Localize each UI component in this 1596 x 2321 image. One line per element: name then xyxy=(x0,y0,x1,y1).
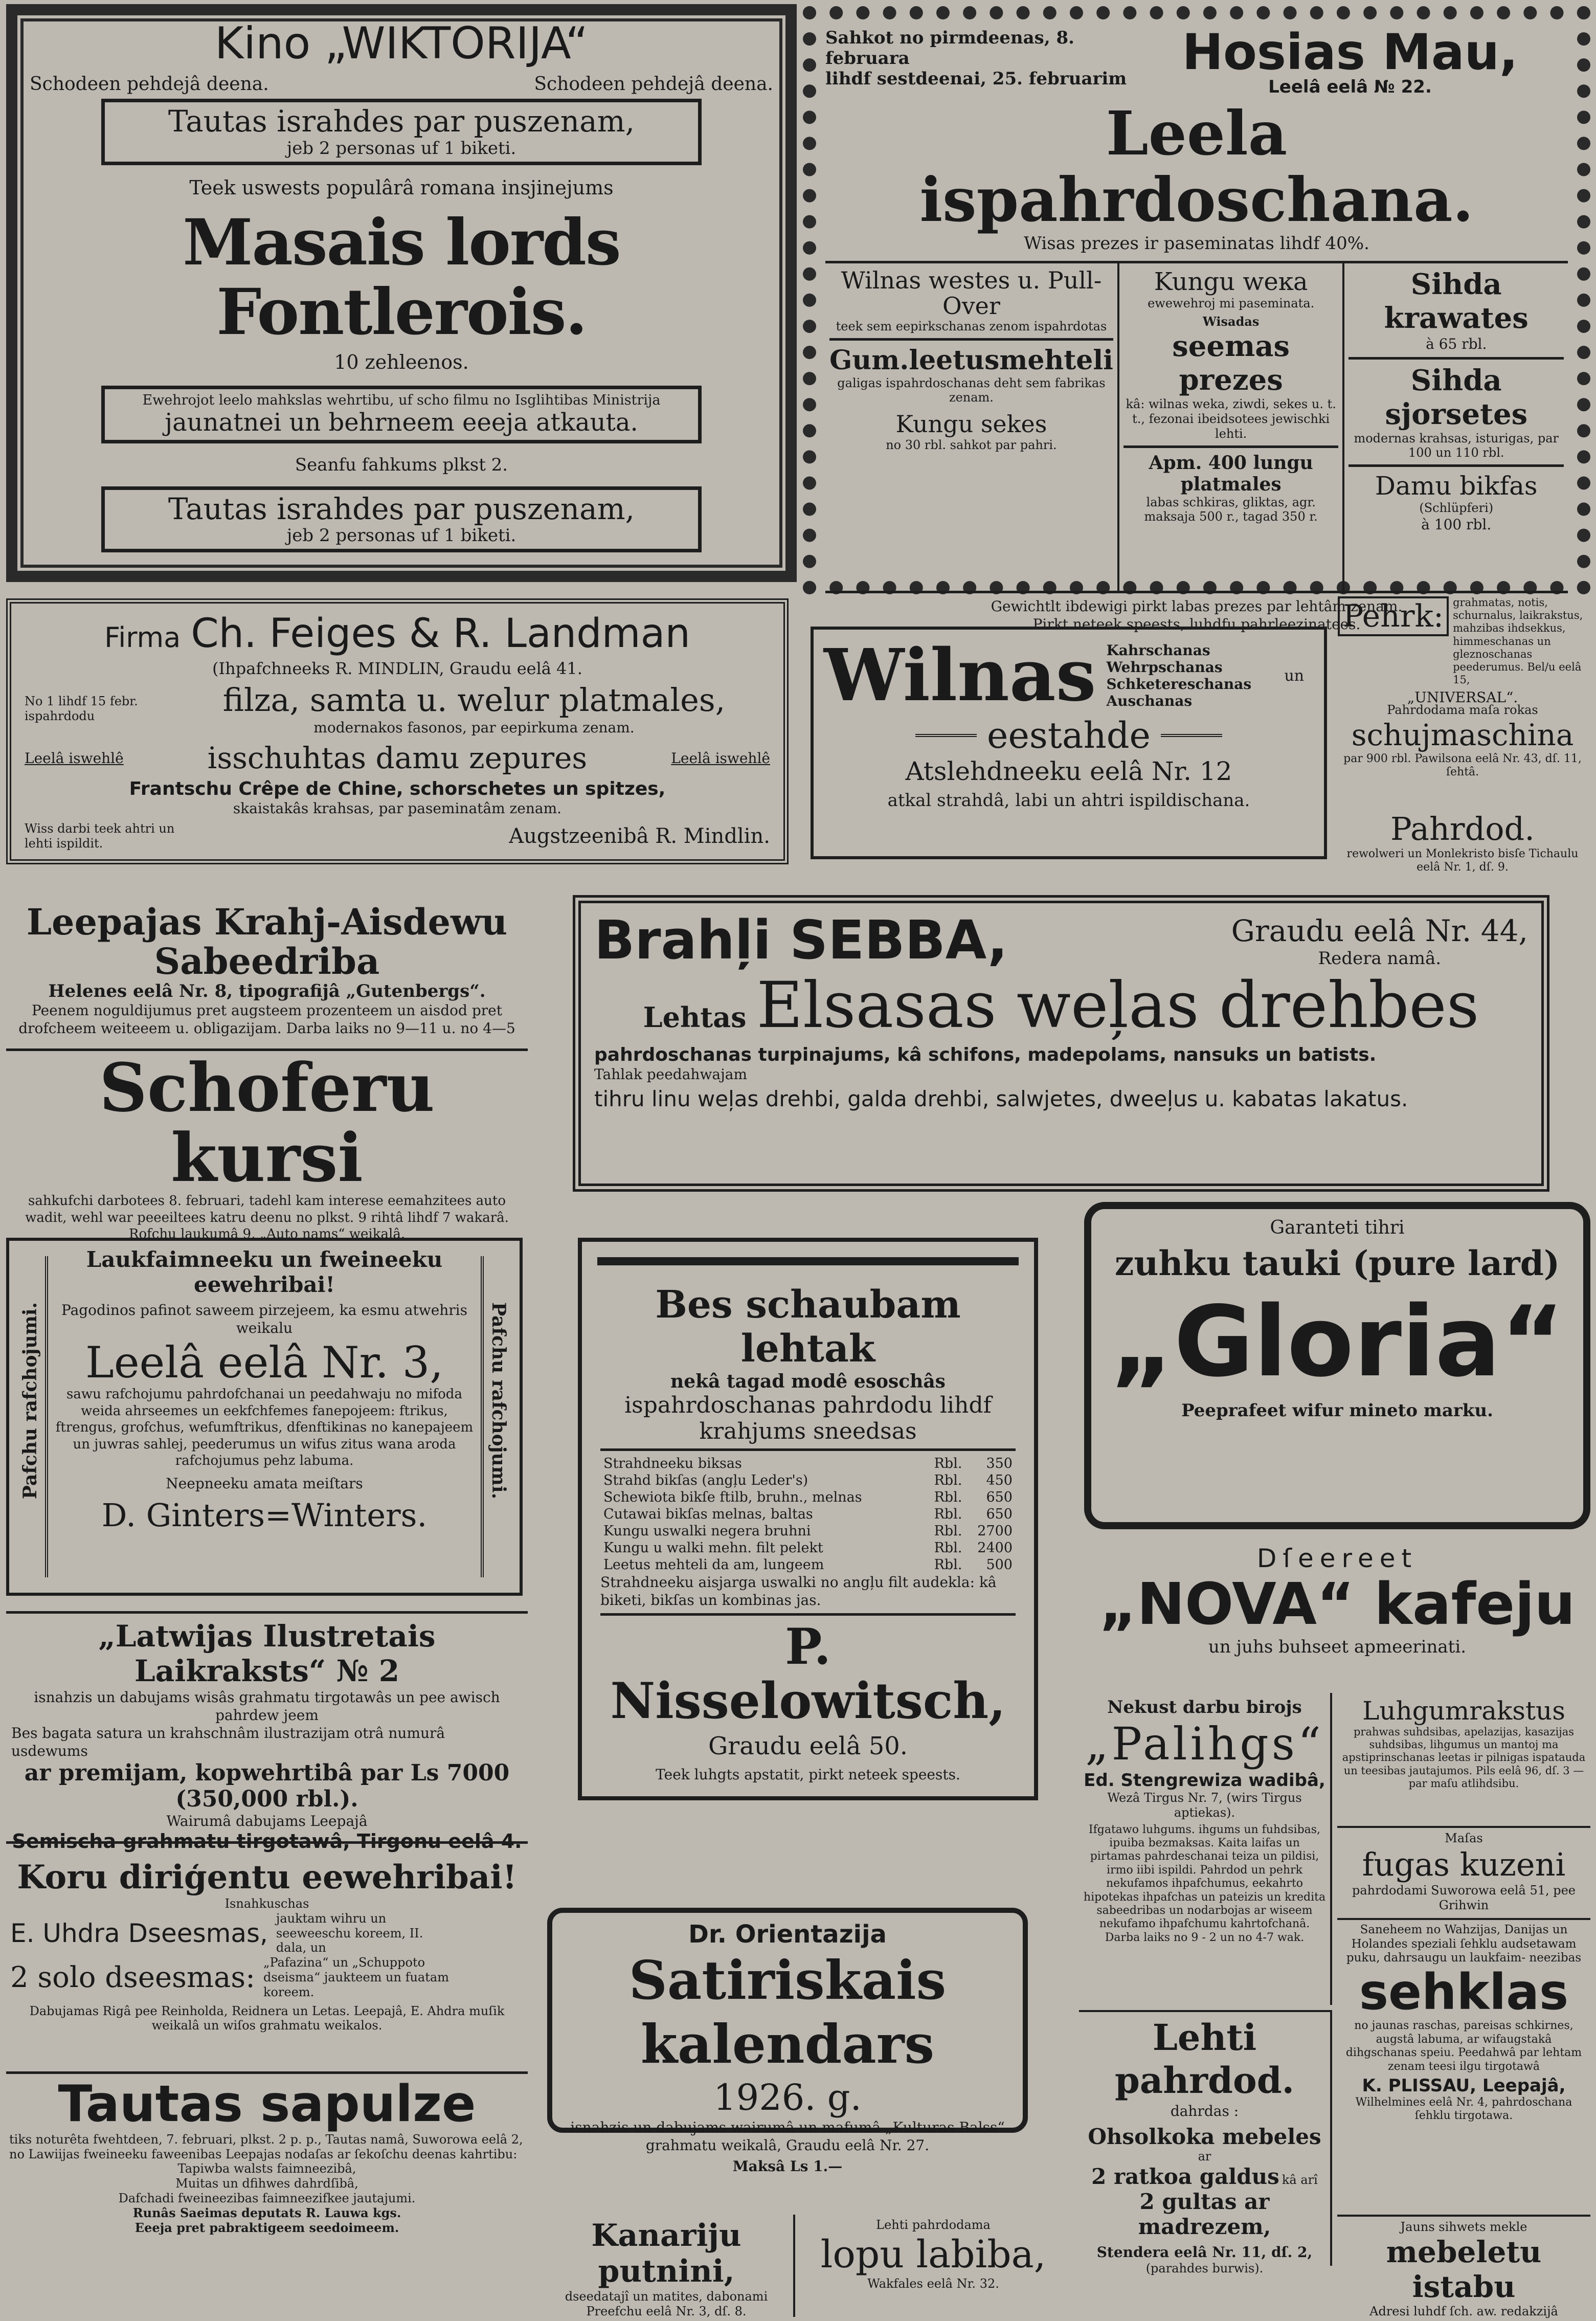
ad-schoferu-kursi xyxy=(6,1048,528,1242)
item-price: 350 xyxy=(986,1456,1013,1471)
sew-machine: schujmaschina xyxy=(1351,717,1574,752)
sebba-address: Graudu eelâ Nr. 44, xyxy=(1231,913,1528,948)
ad-universal xyxy=(1335,593,1590,706)
lehti-title: Lehti pahrdod. xyxy=(1114,2016,1295,2102)
lehti-address: Stendera eelâ Nr. 11, dſ. 2, xyxy=(1096,2243,1313,2261)
item-currency: Rbl. xyxy=(934,1523,962,1539)
orientazija-year: 1926. g. xyxy=(713,2076,862,2118)
wilnas-services: Kahrschanas Wehrpschanas Schketereschanas Auschanas xyxy=(1106,642,1252,709)
wiktorija-right-note: Schodeen pehdejâ deena. xyxy=(534,74,773,95)
mebeletu-title: mebeletu istabu xyxy=(1386,2234,1542,2304)
gloria-product: zuhku tauki (pure lard) xyxy=(1114,1243,1560,1283)
hosias-c3-g: à 100 rbl. xyxy=(1421,516,1492,533)
sew-top: Pahrdodama maſa rokas xyxy=(1387,703,1538,717)
ad-lopu-labiba xyxy=(800,2215,1066,2317)
leepajas-title: Leepajas Krahj-Aisdewu Sabeedriba xyxy=(26,901,508,983)
ad-luhgumrakstus xyxy=(1337,1693,1590,1821)
schaubam-sale: ispahrdoschanas pahrdodu lihdf krahjums sneedsas xyxy=(624,1392,992,1444)
sebba-line2: Tahlak peedahwajam xyxy=(594,1066,748,1083)
sapulze-entry: Eeeja pret pabraktigeem seedoimeem. xyxy=(134,2220,399,2235)
ginters-address: Leelâ eelâ Nr. 3, xyxy=(85,1337,443,1388)
laikraksts-line1: isnahzis un dabujams wisâs grahmatu tirgotawâs un pee awisch pahrdew jeem xyxy=(34,1689,500,1724)
sapulze-i2: Muitas un dfihwes dahrdſibâ, xyxy=(175,2176,358,2191)
item-currency: Rbl. xyxy=(934,1540,962,1556)
ad-pahrdod-revolver xyxy=(1335,808,1590,875)
schaubam-note: Teek luhgts apstatit, pirkt neteek speests. xyxy=(656,1766,960,1783)
gloria-guarantee: Garanteti tihri xyxy=(1270,1217,1405,1238)
sebba-headline: Elsasas weļas drehbes xyxy=(756,969,1479,1042)
ad-fugas-kuzeni xyxy=(1337,1826,1590,1913)
feiges-order: Wiss darbi teek ahtri un lehti ispildit. xyxy=(25,821,175,851)
hosias-date-line2: lihdf sestdeenai, 25. februarim xyxy=(825,69,1127,89)
ad-sehklas xyxy=(1337,1918,1590,2204)
item-name: Leetus mehteli da am, lungeem xyxy=(603,1557,824,1573)
item-currency: Rbl. xyxy=(934,1472,962,1488)
sew-price: par 900 rbl. Pawilsona eelâ Nr. 43, dſ. 11, ſehtâ. xyxy=(1343,752,1582,779)
hosias-headline: Leela ispahrdoschana. xyxy=(919,98,1474,235)
orientazija-author: Dr. Orientazija xyxy=(688,1920,887,1949)
ad-laikraksts xyxy=(6,1611,528,1853)
nova-sub: un juhs buhseet apmeerinati. xyxy=(1208,1637,1467,1658)
nova-top: Dſeereet xyxy=(1256,1544,1418,1573)
price-row xyxy=(600,1523,1016,1539)
sebba-lehtas: Lehtas xyxy=(643,1001,747,1034)
sapulze-speaker: Runâs Saeimas deputats R. Lauwa kgs. xyxy=(132,2205,401,2220)
item-price: 450 xyxy=(986,1472,1013,1488)
sapulze-title: Tautas sapulze xyxy=(58,2075,476,2133)
ad-tautas-sapulze xyxy=(6,2071,528,2317)
hosias-c1-a: Wilnas westes u. Pull-Over xyxy=(841,266,1102,320)
laikraksts-prize: ar premijam, kopwehrtibâ par Ls 7000 (350,000 rbl.). xyxy=(24,1760,510,1812)
hosias-address: Leelâ eelâ № 22. xyxy=(1268,77,1432,97)
feiges-hats: isschuhtas damu zepures xyxy=(207,741,588,775)
hosias-c1-d: galigas ispahrdoschanas deht sem fabrikas zenam. xyxy=(837,375,1106,405)
item-name: Strahd bikſas (angļu Leder's) xyxy=(603,1472,808,1488)
feiges-fabric-sub: skaistakâs krahsas, par paseminatâm zenam. xyxy=(233,800,562,817)
vehrt-text: grahmatas, notis, schurnalus, laikrakstus, mahzibas ihdsekkus, himmeschanas un gleznoschanas peederumus. Bel/u eelâ 15, xyxy=(1453,596,1583,686)
sehklas-title: sehklas xyxy=(1359,1963,1569,2021)
item-price: 2700 xyxy=(977,1523,1013,1539)
hosias-c2-f: Apm. 400 lungu platmales xyxy=(1149,452,1313,495)
feiges-fabric: Frantschu Crêpe de Chine, schorschetes un spitzes, xyxy=(129,778,666,799)
vehrt-label: Pehrk: xyxy=(1338,596,1449,636)
lehti-item2: 2 ratkoa galdus xyxy=(1091,2163,1279,2189)
kanariju-title: Kanariju putnini, xyxy=(591,2218,741,2289)
schoferu-title: Schoferu kursi xyxy=(99,1048,435,1197)
hosias-c3-f: (Schlüpferi) xyxy=(1419,501,1494,516)
wiktorija-box-bottom xyxy=(101,486,702,553)
feiges-product: filza, samta u. welur platmales, xyxy=(222,681,726,719)
ginters-side-left: Pafchu rafchojumi. xyxy=(19,1302,41,1500)
lehti-sub: dahrdas : xyxy=(1170,2103,1239,2119)
ad-kino-wiktorija xyxy=(6,4,797,582)
hosias-c2-b: ewewehroj mi paseminata. xyxy=(1148,296,1315,310)
labiba-top: Lehti pahrdodama xyxy=(876,2218,991,2232)
ginters-intro: Pagodinos pafinot saweem pirzejeem, ka esmu atwehris weikalu xyxy=(61,1302,468,1336)
feiges-choice-right: Leelâ iswehlê xyxy=(671,749,770,767)
wiktorija-box2-line2: jeb 2 personas uf 1 biketi. xyxy=(286,525,516,546)
schaubam-address: Graudu eelâ 50. xyxy=(708,1732,908,1761)
hosias-foot1: Gewichtlt ibdewigi pirkt labas prezes par lehtâm zenam. xyxy=(991,597,1403,615)
item-price: 650 xyxy=(986,1506,1013,1522)
sebba-line3: tihru linu weļas drehbi, galda drehbi, salwjetes, dweeļus u. kabatas lakatus. xyxy=(594,1086,1408,1111)
pahrdod-text: rewolweri un Monlekristo bisſe Tichaulu eelâ Nr. 1, dſ. 9. xyxy=(1346,847,1579,874)
hosias-c3-d: modernas krahsas, isturigas, par 100 un 110 rbl. xyxy=(1354,431,1559,460)
sapulze-i3: Dafchadi fweineezibas faimneezifkee jautajumi. xyxy=(118,2191,416,2205)
palihgs-owner: Ed. Stengrewiza wadibâ, xyxy=(1084,1770,1325,1791)
wilnas-un: un xyxy=(1284,666,1305,685)
item-name: Strahdneeku biksas xyxy=(603,1456,742,1471)
ad-feiges-landman xyxy=(6,598,789,864)
sapulze-i1: Tapiwba walsts faimneezibâ, xyxy=(177,2161,356,2176)
wilnas-title: Wilnas xyxy=(824,634,1096,718)
palihgs-address: Wezâ Tirgus Nr. 7, (wirs Tirgus aptiekas). xyxy=(1107,1791,1302,1820)
ad-mebeletu-istabu xyxy=(1337,2215,1590,2317)
item-name: Kungu uswalki negera bruhni xyxy=(603,1523,811,1539)
ad-leepajas-bank xyxy=(6,900,528,1043)
hosias-date-line1: Sahkot no pirmdeenas, 8. februara xyxy=(825,28,1074,69)
lubgum-title: Luhgumrakstus xyxy=(1362,1696,1565,1726)
schaubam-tail: Strahdneeku aisjarga uswalki no angļu filt audekla: kâ biketi, bikſas un kombinas jas. xyxy=(600,1574,997,1609)
wiktorija-notice-box xyxy=(101,386,702,443)
ad-sewing-machine xyxy=(1335,701,1590,803)
lehti-item3: 2 gultas ar madrezem, xyxy=(1138,2189,1271,2239)
ad-gloria xyxy=(1084,1202,1590,1529)
ginters-side-right: Pafchu rafchojumi. xyxy=(488,1302,509,1500)
feiges-choice-left: Leelâ iswehlê xyxy=(25,749,124,767)
schoferu-text: sahkufchi darbotees 8. februari, tadehl kam interese eemahzitees auto wadit, wehl war peeeiltees katru deenu no plkst. 9 rihtâ lihdf 7 wakarâ. Rofchu laukumâ 9, „Auto nams“ weikalâ. xyxy=(25,1193,509,1242)
wiktorija-notice-line1: Ewehrojot leelo mahkslas wehrtibu, uf scho filmu no Isglihtibas Ministrija xyxy=(142,392,661,408)
laikraksts-line2: Bes bagata satura un krahschnâm ilustrazijam otrâ numurâ usdewums xyxy=(11,1725,445,1759)
hosias-name: Hosias Mau, xyxy=(1182,24,1518,81)
hosias-prices: Wisas prezes ir paseminatas lihdf 40%. xyxy=(1024,233,1369,254)
item-name: Cutawai bikſas melnas, baltas xyxy=(603,1506,813,1522)
lehti-item1b: ar xyxy=(1198,2149,1211,2163)
feiges-name: Ch. Feiges & R. Landman xyxy=(191,611,690,657)
wiktorija-notice-line2: jaunatnei un behrneem eeeja atkauta. xyxy=(165,408,638,437)
sehklas-text: no jaunas raschas, pareisas schkirnes, augstâ labuma, ar wifaugstakâ dihgschanas speiu. Peedahwâ par lehtam zenam teesi ilgu tirgotawâ xyxy=(1345,2019,1582,2073)
fugas-text: pahrdodami Suworowa eelâ 51, pee Grihwin xyxy=(1352,1883,1576,1912)
sebba-line1: pahrdoschanas turpinajums, kâ schifons, madepolams, nansuks un batists. xyxy=(594,1044,1377,1065)
ad-nova-kafeju xyxy=(1084,1539,1590,1688)
hosias-c3-e: Damu bikfas xyxy=(1375,471,1538,501)
feiges-firma: Firma xyxy=(104,621,181,654)
wilnas-note: atkal strahdâ, labi un ahtri ispildischana. xyxy=(887,790,1250,811)
lehti-item2b: kâ arî xyxy=(1282,2172,1318,2187)
schaubam-price-table xyxy=(600,1455,1016,1573)
wiktorija-box1-line2: jeb 2 personas uf 1 biketi. xyxy=(286,138,516,159)
ginters-name: D. Ginters=Winters. xyxy=(101,1496,428,1534)
laikraksts-wholesale: Wairumâ dabujams Leepajâ xyxy=(166,1813,368,1829)
palihgs-top: Nekust darbu birojs xyxy=(1107,1697,1302,1717)
hosias-c3-a: Sihda krawates xyxy=(1384,267,1528,335)
pahrdod-title: Pahrdod. xyxy=(1390,810,1535,847)
fugas-title: fugas kuzeni xyxy=(1362,1845,1566,1883)
item-currency: Rbl. xyxy=(934,1489,962,1505)
item-price: 650 xyxy=(986,1489,1013,1505)
wiktorija-left-note: Schodeen pehdejâ deena. xyxy=(30,74,269,95)
koru-desc: jauktam wihru un seeweeschu koreem, II. dala, un xyxy=(276,1911,423,1955)
ad-wilnas xyxy=(811,627,1327,859)
sebba-house: Redera namâ. xyxy=(1318,948,1442,969)
orientazija-title: Satiriskais kalendars xyxy=(628,1949,947,2075)
wiktorija-box2-line1: Tautas israhdes par puszenam, xyxy=(168,491,635,526)
item-name: Kungu u walki mehn. filt pelekt xyxy=(603,1540,823,1556)
koru-name: E. Uhdra Dseesmas, xyxy=(10,1918,268,1948)
ginters-heading: Laukfaimneeku un fweineeku eewehribai! xyxy=(86,1247,443,1297)
price-row xyxy=(600,1506,1016,1523)
schaubam-sub: nekâ tagad modê esoschâs xyxy=(670,1371,946,1392)
item-price: 2400 xyxy=(977,1540,1013,1556)
hosias-c2-c: Wisadas xyxy=(1202,314,1260,329)
ad-koru-dirigentu xyxy=(6,1841,528,2056)
koru-heading: Koru diriģentu eewehribai! xyxy=(17,1858,517,1896)
sebba-brand: Brahļi SEBBA, xyxy=(594,909,1008,971)
wiktorija-title: Kino „WIKTORIJA“ xyxy=(214,18,589,69)
koru-isnahkuschas: Isnahkuschas xyxy=(224,1896,309,1911)
sehklas-name: K. PLISSAU, Leepajâ, xyxy=(1362,2075,1566,2096)
feiges-date: No 1 lihdf 15 febr. ispahrdodu xyxy=(25,694,138,723)
hosias-c1-e: Kungu sekes xyxy=(895,410,1047,438)
wiktorija-start: Seanfu fahkums plkst 2. xyxy=(295,454,508,475)
orientazija-text: isnahzis un dabujams wairumâ un mafumâ „Kulturas Balss“ grahmatu weikalâ, Graudu eelâ Nr. 27. xyxy=(570,2118,1005,2154)
schaubam-name: P. Nisselowitsch, xyxy=(610,1618,1006,1730)
vehrt-store: „UNIVERSAL“. xyxy=(1407,689,1518,706)
ginters-master: Neepneeku amata meiſtars xyxy=(166,1475,363,1492)
price-row xyxy=(600,1472,1016,1489)
ad-ginters-winters xyxy=(6,1238,523,1596)
wiktorija-box1-line1: Tautas israhdes par puszenam, xyxy=(168,104,635,139)
feiges-signed: Augstzeenibâ R. Mindlin. xyxy=(509,824,770,848)
sehklas-top: Saneheem no Wahzijas, Danijas un Holandes speziali ſehklu audsetawam puku, dahrsaugu un laukfaim- neezibas xyxy=(1346,1923,1582,1965)
fugas-top: Maſas xyxy=(1445,1831,1483,1845)
leepajas-address: Helenes eelâ Nr. 8, tipografijâ „Gutenbergs“. xyxy=(48,981,486,1001)
item-currency: Rbl. xyxy=(934,1557,962,1573)
lubgum-text: prahwas suhdsibas, apelazijas, kasazijas suhdsibas, lihgumus un mantoj ma apstiprinschanas leetas ir pilnigas ispatauda un teesibas jautajumos. Pils eelâ 96, dſ. 3 — par maſu atlihdsibu. xyxy=(1342,1726,1586,1790)
lehti-item1: Ohsolkoka mebeles xyxy=(1088,2124,1321,2149)
palihgs-name: „Palihgs“ xyxy=(1085,1717,1324,1770)
hosias-c1-c: Gum.leetusmehteli xyxy=(829,344,1113,376)
ad-sebba xyxy=(573,895,1549,1192)
mebeletu-address: Adresi luhdf ſch. aw. redakzijâ xyxy=(1369,2304,1558,2318)
hosias-c1-f: no 30 rbl. sahkot par pahri. xyxy=(886,438,1057,453)
sapulze-text: tiks noturêta fwehtdeen, 7. februari, plkst. 2 p. p., Tautas namâ, Suworowa eelâ 2, no Lawiijas fweineeku faweenibas Leepajas nodaſas ar ſekoſchu deenas kahrtibu: xyxy=(9,2132,523,2161)
gloria-note: Peeprafeet wifur mineto marku. xyxy=(1181,1400,1493,1421)
price-row xyxy=(600,1556,1016,1573)
ad-satiriskais-kalendars xyxy=(547,1908,1028,2175)
ad-palihgs xyxy=(1079,1693,1332,2005)
wiktorija-intro: Teek uswests populârâ romana insjinejums xyxy=(189,176,614,199)
laikraksts-store: Semischa grahmatu tirgotawâ, Tirgonu eelâ 4. xyxy=(12,1830,522,1853)
hosias-c2-g: labas schkiras, gliktas, agr. maksaja 500 r., tagad 350 r. xyxy=(1144,495,1318,524)
labiba-title: lopu labiba, xyxy=(820,2232,1046,2277)
wilnas-sub: eestahde xyxy=(987,715,1151,756)
price-row xyxy=(600,1539,1016,1556)
item-price: 500 xyxy=(986,1557,1013,1573)
hosias-c3-c: Sihda sjorsetes xyxy=(1385,363,1528,431)
hosias-c2-a: Kungu weĸa xyxy=(1154,267,1308,296)
hosias-c1-b: teek sem eepirkschanas zenom ispahrdotas xyxy=(836,319,1107,333)
lehti-note: (parahdes burwis). xyxy=(1145,2261,1264,2275)
hosias-c3-b: à 65 rbl. xyxy=(1426,335,1487,352)
item-currency: Rbl. xyxy=(934,1506,962,1522)
mebeletu-top: Jauns sihwets mekle xyxy=(1400,2220,1527,2234)
wiktorija-acts: 10 zehleenos. xyxy=(334,350,469,373)
item-currency: Rbl. xyxy=(934,1456,962,1471)
item-name: Schewiota bikſe ftilb, bruhn., melnas xyxy=(603,1489,862,1505)
gloria-brand: „Gloria“ xyxy=(1110,1285,1565,1398)
koru-solo: 2 solo dseesmas: xyxy=(10,1960,256,1994)
kanariju-text: dseedatajî un matites, dabonami Preefchu eelâ Nr. 3, dſ. 8. xyxy=(565,2289,768,2318)
sehklas-address: Wilhelmines eelâ Nr. 4, pahrdoschana ſehklu tirgotawa. xyxy=(1355,2095,1572,2123)
price-row xyxy=(600,1489,1016,1506)
koru-stores: Dabujamas Rigâ pee Reinholda, Reidnera un Letas. Leepajâ, E. Ahdra muſik weikalâ un wiſos grahmatu weikalos. xyxy=(29,2003,505,2033)
wilnas-address: Atslehdneeku eelâ Nr. 12 xyxy=(905,756,1232,786)
nova-name: „NOVA“ kafeju xyxy=(1099,1571,1576,1638)
wiktorija-film: Masais lords Fontlerois. xyxy=(183,205,620,350)
price-row xyxy=(600,1455,1016,1472)
ad-nisselowitsch xyxy=(578,1238,1038,1800)
hosias-foot2: Pirkt neteek speests, luhdfu pahrleezinatees. xyxy=(1032,615,1361,633)
koru-solo-desc: „Pafazina“ un „Schuppoto dseisma“ jaukteem un fuatam koreem. xyxy=(263,1955,449,1999)
ad-lehti-pahrdod xyxy=(1079,2010,1332,2275)
leepajas-text: Peenem noguldijumus pret augsteem prozenteem un aisdod pret drofcheem weiteeem u. obligazijam. Darba laiks no 9—11 u. no 4—5 xyxy=(18,1002,515,1037)
ad-kanariju xyxy=(540,2215,795,2317)
wiktorija-box-top xyxy=(101,99,702,165)
hosias-c2-d: seemas prezes xyxy=(1172,329,1290,397)
ginters-text: sawu rafchojumu pahrdofchanai un peedahwaju no mifoda weida ahrseemes un eekfchfemes fanepojeem: ftrikus, ftrengus, grofchus, wefumftrikus, dfenftikinas no kanepajeem un juwras sahlej, peederumus un wifus zitus wana aroda rafchojumus pehz labuma. xyxy=(55,1387,474,1469)
orientazija-price: Maksâ Ls 1.— xyxy=(732,2157,843,2175)
feiges-owner: (Ihpafchneeks R. MINDLIN, Graudu eelâ 41. xyxy=(212,659,582,678)
hosias-c2-e: kâ: wilnas weka, ziwdi, sekes u. t. t., fezonai ibeidsotees jewischki lehti. xyxy=(1126,397,1336,441)
schaubam-heading: Bes schaubam lehtak xyxy=(655,1283,961,1371)
palihgs-text: Ifgatawo luhgums. ihgums un fuhdsibas, ipuiba bezmaksas. Kaita laifas un pirtamas pahrdeschanai teiza un pildisi, irmo iibi ispildi. Pahrdod un pehrk nekufamos ihpafchumus, eekahrto hipotekas ihpafchas un pateizis un kredita sabeedribas un nodarbojas ar wiseem nekufamo ihpafchumu kahrtofchanâ. Darba laiks no 9 - 2 un no 4-7 wak. xyxy=(1083,1823,1326,1944)
feiges-product-sub: modernakos fasonos, par eepirkuma zenam. xyxy=(313,719,635,736)
labiba-address: Wakfales eelâ Nr. 32. xyxy=(867,2276,999,2291)
laikraksts-title: „Latwijas Ilustretais Laikraksts“ № 2 xyxy=(98,1619,436,1688)
